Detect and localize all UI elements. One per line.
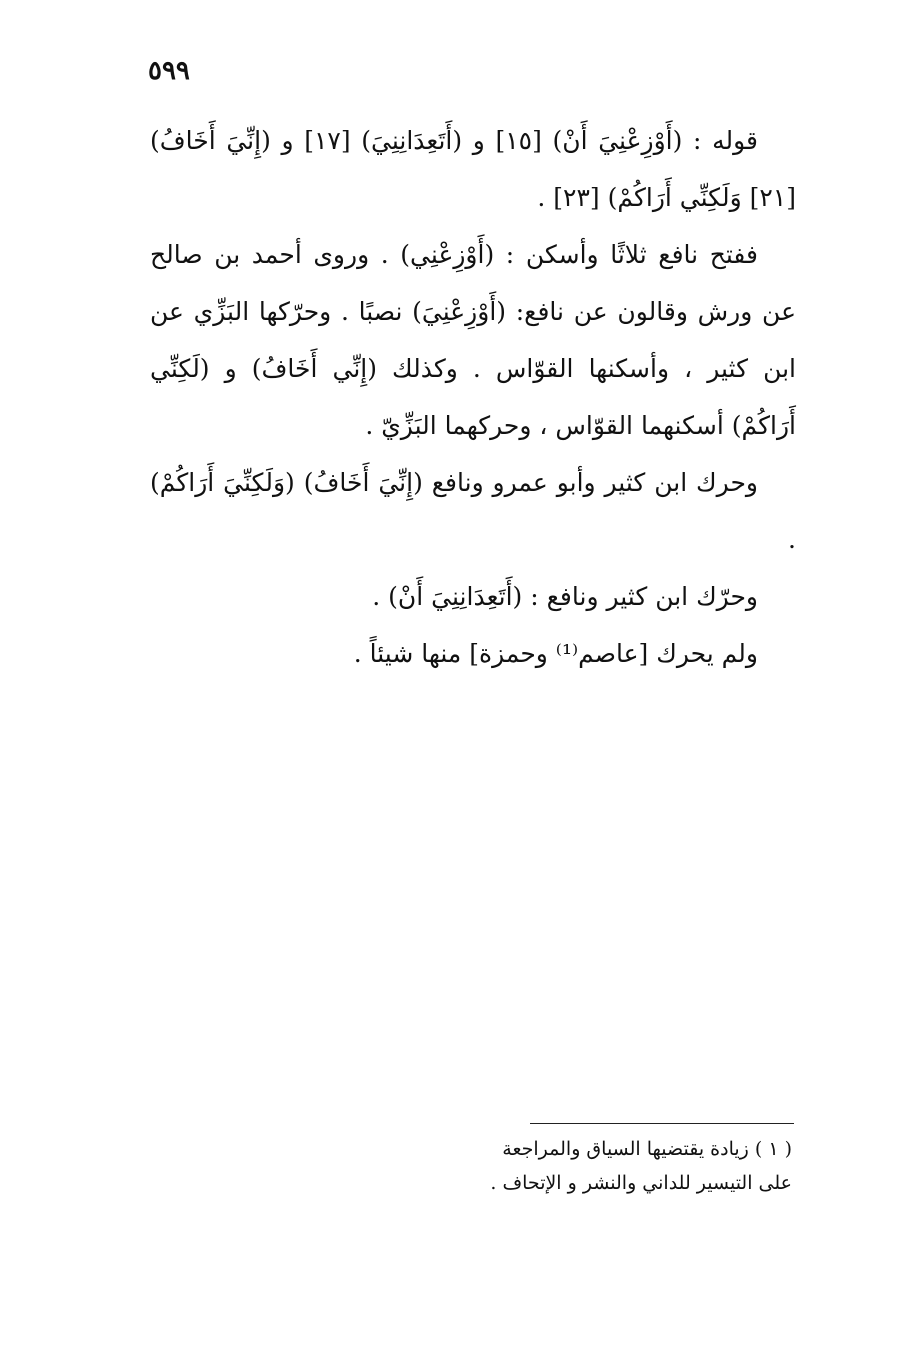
paragraph-4: وحرّك ابن كثير ونافع : (أَتَعِدَانِنِيَ أَنْ) .	[372, 582, 758, 611]
footnote-line-2: على التيسير للداني والنشر و الإتحاف .	[490, 1172, 792, 1194]
footnote-divider	[530, 1123, 794, 1124]
main-text	[150, 112, 796, 682]
paragraph-5: ولم يحرك [عاصم⁽¹⁾ وحمزة] منها شيئاً .	[353, 639, 758, 668]
paragraph-3: وحرك ابن كثير وأبو عمرو ونافع (إِنِّيَ أَخَافُ) (وَلَكِنِّيَ أَرَاكُمْ) .	[150, 468, 796, 554]
paragraph-1: قوله : (أَوْزِعْنِيَ أَنْ) [١٥] و (أَتَعِدَانِنِيَ) [١٧] و (إِنِّيَ أَخَافُ) [٢١] وَلَكِنِّي أَرَاكُمْ) [٢٣] .	[150, 126, 796, 212]
footnote-line-1: ( ١ ) زيادة يقتضيها السياق والمراجعة	[502, 1138, 792, 1160]
paragraph-2: ففتح نافع ثلاثًا وأسكن : (أَوْزِعْنِي) . وروى أحمد بن صالح عن ورش وقالون عن نافع: (أَوْزِعْنِيَ) نصبًا . وحرّكها البَزِّي عن ابن كثير ، وأسكنها القوّاس . وكذلك (إِنِّي أَخَافُ) و (لَكِنِّي أَرَاكُمْ) أسكنهما القوّاس ، وحركهما البَزِّيّ .	[150, 240, 796, 440]
footnote	[380, 1132, 792, 1200]
page-number: ٥٩٩	[148, 56, 190, 86]
